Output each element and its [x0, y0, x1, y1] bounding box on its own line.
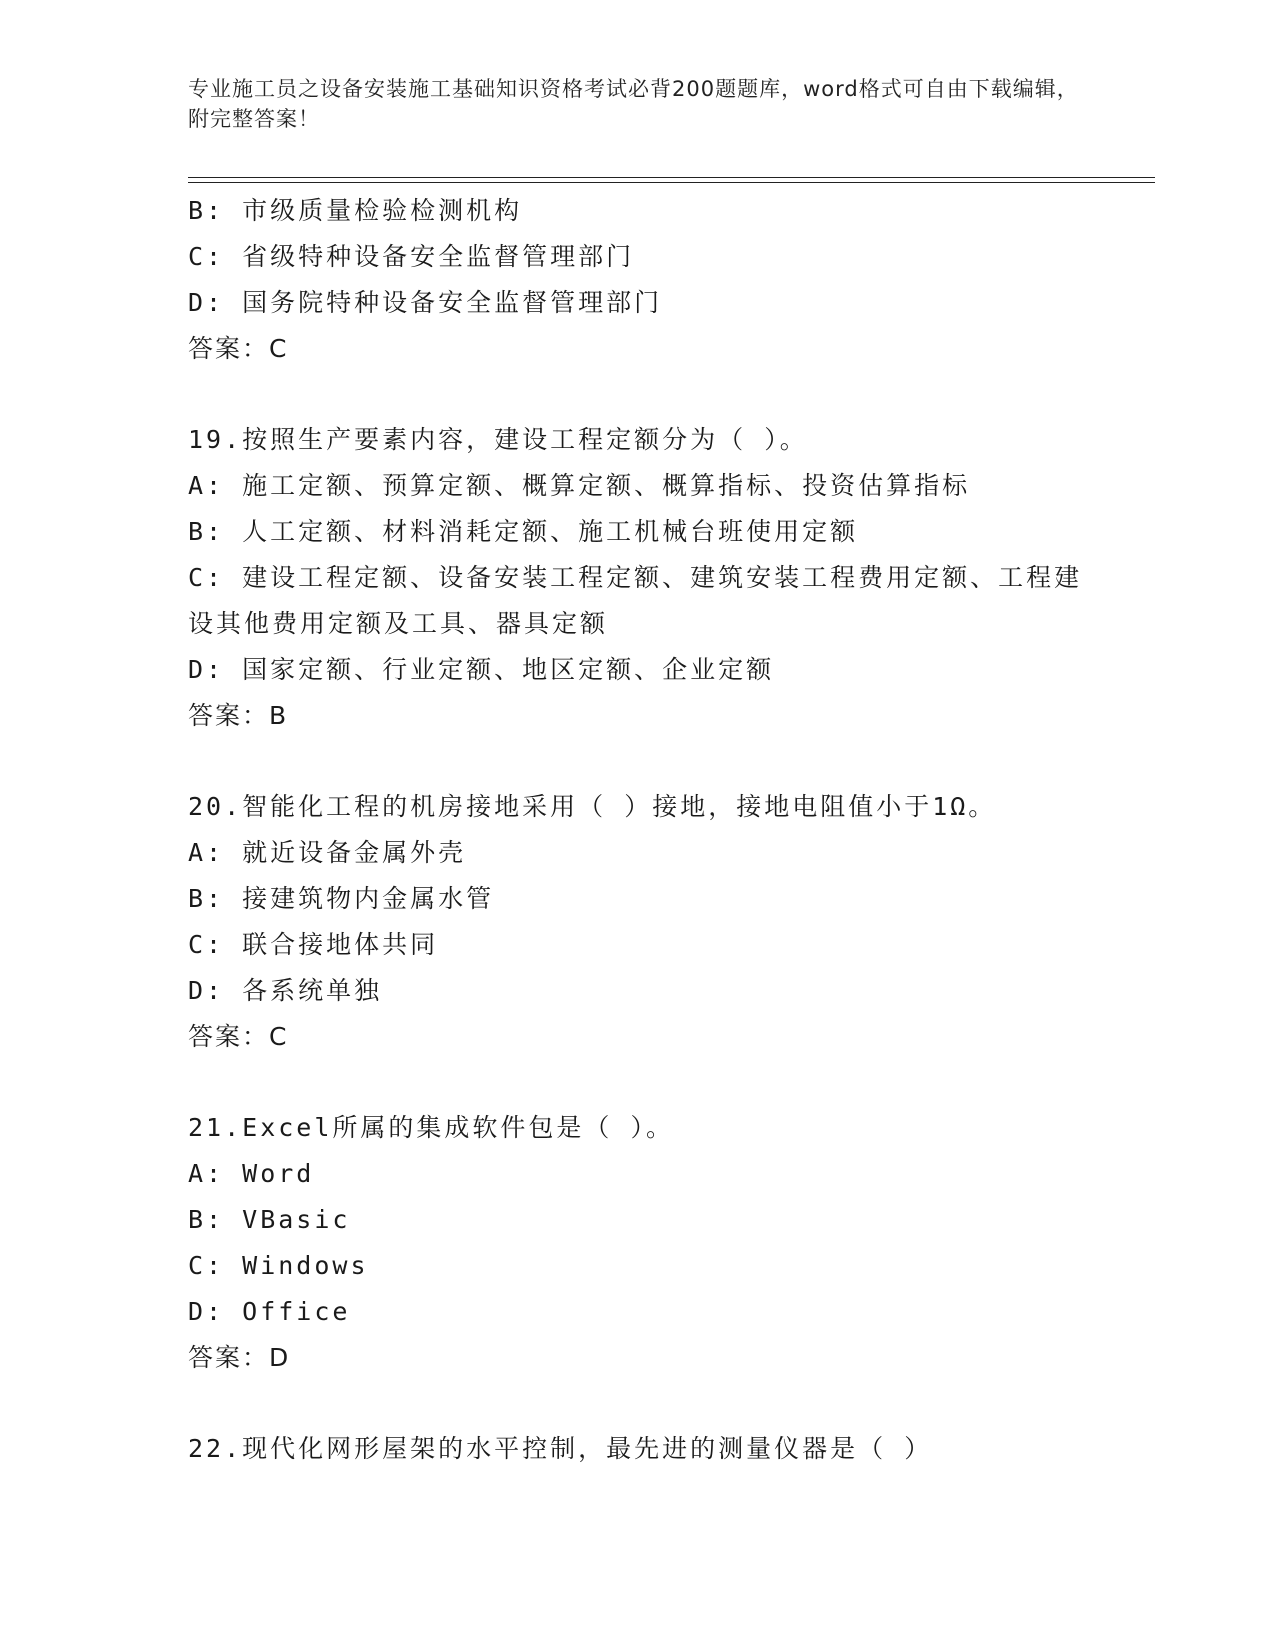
option-b: B: 市级质量检验检测机构 [188, 196, 523, 225]
option-b: B: 人工定额、材料消耗定额、施工机械台班使用定额 [188, 517, 859, 546]
option-b: B: 接建筑物内金属水管 [188, 884, 495, 913]
option-d: D: 国务院特种设备安全监督管理部门 [188, 288, 663, 317]
question-text: 21.Excel所属的集成软件包是（ ）。 [188, 1113, 674, 1142]
question-block-20 [188, 784, 1108, 1060]
answer: 答案：C [188, 334, 289, 363]
answer: 答案：C [188, 1022, 289, 1051]
question-block-18 [188, 188, 1108, 372]
option-d: D: 国家定额、行业定额、地区定额、企业定额 [188, 655, 775, 684]
option-b: B: VBasic [188, 1205, 351, 1234]
option-a: A: 施工定额、预算定额、概算定额、概算指标、投资估算指标 [188, 471, 971, 500]
question-text: 19.按照生产要素内容，建设工程定额分为（ ）。 [188, 425, 808, 454]
option-c: C: 联合接地体共同 [188, 930, 439, 959]
option-a: A: Word [188, 1159, 315, 1188]
option-c: C: Windows [188, 1251, 369, 1280]
question-block-19 [188, 417, 1108, 739]
header-rule-bottom [188, 182, 1155, 183]
option-d: D: 各系统单独 [188, 976, 383, 1005]
option-d: D: Office [188, 1297, 351, 1326]
question-block-22 [188, 1426, 1108, 1472]
option-c: C: 省级特种设备安全监督管理部门 [188, 242, 635, 271]
header-rule-top [188, 177, 1155, 178]
question-block-21 [188, 1105, 1108, 1381]
question-text: 22.现代化网形屋架的水平控制，最先进的测量仪器是（ ） [188, 1434, 933, 1463]
question-text: 20.智能化工程的机房接地采用（ ）接地，接地电阻值小于1Ω。 [188, 792, 997, 821]
question-list [188, 188, 1108, 1472]
option-a: A: 就近设备金属外壳 [188, 838, 467, 867]
answer: 答案：D [188, 1343, 291, 1372]
option-c: C: 建设工程定额、设备安装工程定额、建筑安装工程费用定额、工程建设其他费用定额及工具、器具定额 [188, 563, 1083, 638]
document-header: 专业施工员之设备安装施工基础知识资格考试必背200题题库，word格式可自由下载编辑，附完整答案！ [188, 77, 1079, 131]
answer: 答案：B [188, 701, 289, 730]
